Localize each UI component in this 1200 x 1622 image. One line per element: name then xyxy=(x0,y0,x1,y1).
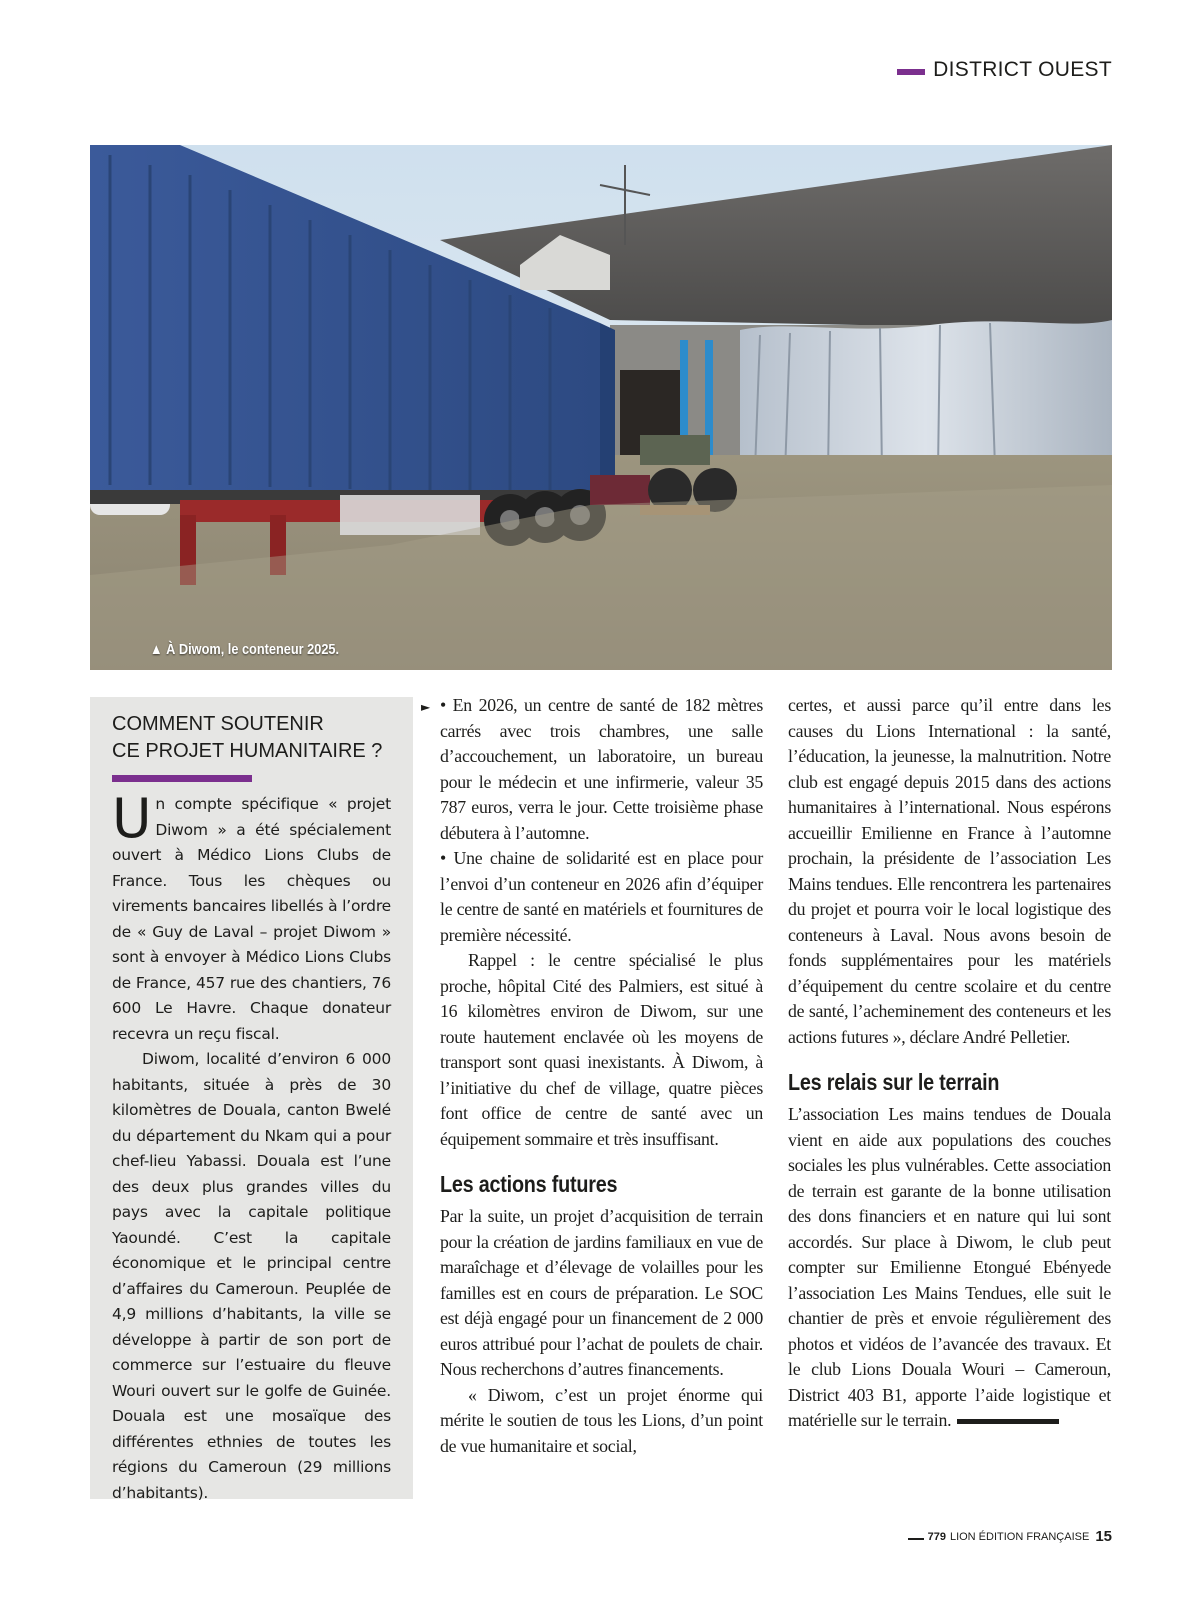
sidebar-accent-bar xyxy=(112,775,252,782)
article-column-3 xyxy=(788,693,1111,1434)
sidebar-title-line1: COMMENT SOUTENIR xyxy=(112,713,324,735)
page-number: 15 xyxy=(1095,1528,1112,1545)
section-accent-bar xyxy=(897,69,925,75)
col2-paragraph-1: • En 2026, un centre de santé de 182 mètres carrés avec trois chambres, une salle d’accouchement, un laboratoire, un bureau pour le médecin et une infirmerie, valeur 35 787 euros, verra le jour. Cette troisième phase débutera à l’automne. xyxy=(440,695,763,843)
col2-paragraph-5: « Diwom, c’est un projet énorme qui mérite le soutien de tous les Lions, d’un point de vue humanitaire et social, xyxy=(440,1384,763,1456)
article-photo xyxy=(90,145,1112,670)
heading-relais-terrain: Les relais sur le terrain xyxy=(788,1069,1000,1095)
section-label: DISTRICT OUEST xyxy=(933,58,1112,81)
col2-paragraph-2: • Une chaine de solidarité est en place pour l’envoi d’un conteneur en 2026 afin d’équiper le centre de santé en matériels et fournitures de première nécessité. xyxy=(440,848,763,945)
col2-paragraph-3: Rappel : le centre spécialisé le plus proche, hôpital Cité des Palmiers, est situé à 16 kilomètres environ de Diwom, sur une route hautement enclavée où les moyens de transport sont quasi inexistants. À Diwom, à l’initiative du chef de village, quatre pièces font office de centre de santé avec un équipement sommaire et très insuffisant. xyxy=(440,950,763,1149)
sidebar-paragraph-1 xyxy=(112,787,391,1047)
sidebar-paragraph-2: Diwom, localité d’environ 6 000 habitants, située à près de 30 kilomètres de Douala, canton Bwelé du département du Nkam qui a pour chef-lieu Yabassi. Douala est l’une des deux plus grandes villes du pays avec la capitale politique Yaoundé. C’est la capitale économique et le principal centre d’affaires du Cameroun. Peuplée de 4,9 millions d’habitants, la ville se développe à partir de son port de commerce sur l’estuaire du fleuve Wouri ouvert sur le golfe de Guinée. Douala est une mosaïque des différentes ethnies de toutes les régions du Cameroun (29 millions d’habitants). xyxy=(112,1050,391,1502)
sidebar-paragraph-1-text: n compte spécifique « projet Diwom » a été spécialement ouvert à Médico Lions Clubs de France. Tous les chèques ou virements bancaires libellés à l’ordre de « Guy de Laval – projet Diwom » sont à envoyer à Médico Lions Clubs de France, 457 rue des chantiers, 76 600 Le Havre. Chaque donateur recevra un reçu fiscal. xyxy=(112,795,391,1043)
end-of-article-rule xyxy=(957,1419,1059,1424)
section-header xyxy=(897,58,1112,82)
heading-actions-futures: Les actions futures xyxy=(440,1171,618,1197)
footer-rule xyxy=(908,1538,924,1540)
page-footer xyxy=(908,1528,1112,1545)
col3-paragraph-1: certes, et aussi parce qu’il entre dans les causes du Lions International : la santé, l’éducation, la jeunesse, la malnutrition. Notre club est engagé depuis 2015 dans des actions humanitaires à l’international. Nous espérons accueillir Emilienne en France à l’automne prochain, la présidente de l’association Les Mains tendues. Elle rencontrera les partenaires du projet et pourra voir le local logistique des conteneurs à Laval. Nous avons besoin de fonds supplémentaires pour les matériels d’équipement du centre scolaire et du centre de santé, l’acheminement des conteneurs et les actions futures », déclare André Pelletier. xyxy=(788,695,1111,1047)
col3-paragraph-2-text: L’association Les mains tendues de Douala vient en aide aux populations des couches sociales les plus vulnérables. Cette association de terrain est garante de la bonne utilisation des dons financiers et en nature qui lui sont accordés. Sur place à Diwom, le club peut compter sur Emilienne Etongué Ebényede l’association Les Mains Tendues, elle suit le chantier de près et envoie régulièrement des photos et vidéos de l’avancée des travaux. Et le club Lions Douala Wouri – Cameroun, District 403 B1, apporte l’aide logistique et matérielle sur le terrain. xyxy=(788,1104,1111,1430)
drop-cap: U xyxy=(112,787,152,850)
publication-name: LION ÉDITION FRANÇAISE xyxy=(949,1530,1090,1543)
sidebar-title xyxy=(112,711,391,765)
col2-paragraph-4: Par la suite, un projet d’acquisition de terrain pour la création de jardins familiaux en vue de maraîchage et d’élevage de volailles pour les familles est en cours de préparation. Le SOC est déjà engagé pour un financement de 2 000 euros attribué pour l’achat de poulets de chair. Nous recherchons d’autres financements. xyxy=(440,1206,763,1379)
article-column-2 xyxy=(440,693,763,1459)
continuation-arrow-icon: ► xyxy=(421,700,431,714)
col3-paragraph-2 xyxy=(788,1102,1111,1434)
sidebar-body xyxy=(112,787,391,1506)
photo-caption: ▲ À Diwom, le conteneur 2025. xyxy=(150,641,340,658)
container-truck-photo xyxy=(90,145,1112,670)
support-sidebar xyxy=(90,697,413,1502)
sidebar-title-line2: CE PROJET HUMANITAIRE ? xyxy=(112,740,383,762)
issue-number: 779 xyxy=(927,1530,946,1543)
